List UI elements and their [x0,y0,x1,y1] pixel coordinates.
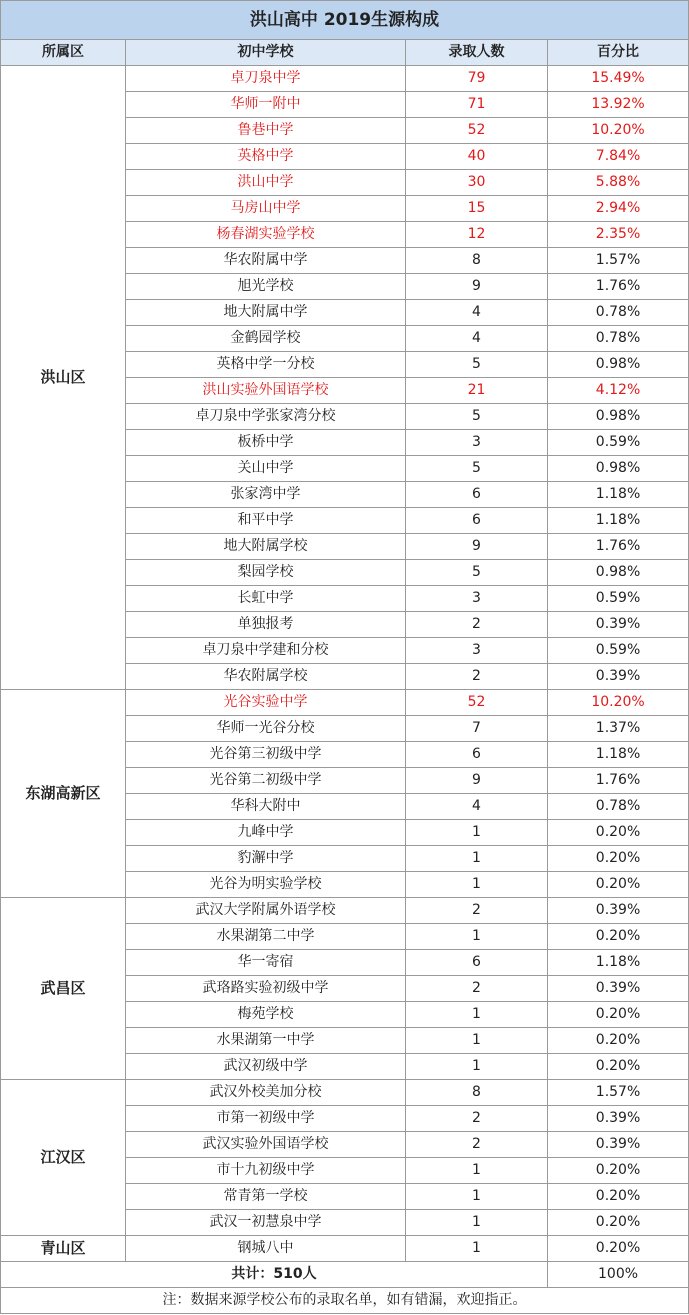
school-cell: 地大附属中学 [126,300,406,326]
count-cell: 12 [406,222,548,248]
count-cell: 5 [406,456,548,482]
percent-cell: 1.37% [548,716,689,742]
percent-cell: 0.20% [548,1002,689,1028]
school-cell: 华师一光谷分校 [126,716,406,742]
table-row [1,690,689,716]
school-cell: 华一寄宿 [126,950,406,976]
count-cell: 2 [406,1132,548,1158]
percent-cell: 0.59% [548,586,689,612]
count-cell: 6 [406,482,548,508]
count-cell: 5 [406,352,548,378]
school-cell: 武汉实验外国语学校 [126,1132,406,1158]
count-cell: 3 [406,586,548,612]
percent-cell: 1.57% [548,248,689,274]
school-cell: 武汉外校美加分校 [126,1080,406,1106]
school-cell: 水果湖第二中学 [126,924,406,950]
table-row [1,898,689,924]
school-cell: 英格中学 [126,144,406,170]
school-cell: 地大附属学校 [126,534,406,560]
school-cell: 钢城八中 [126,1236,406,1262]
percent-cell: 0.20% [548,1236,689,1262]
count-cell: 1 [406,1054,548,1080]
school-cell: 豹澥中学 [126,846,406,872]
school-cell: 和平中学 [126,508,406,534]
percent-cell: 1.76% [548,274,689,300]
school-cell: 武珞路实验初级中学 [126,976,406,1002]
school-cell: 市十九初级中学 [126,1158,406,1184]
count-cell: 52 [406,690,548,716]
percent-cell: 0.59% [548,430,689,456]
count-cell: 2 [406,898,548,924]
percent-cell: 0.59% [548,638,689,664]
count-cell: 9 [406,768,548,794]
school-cell: 九峰中学 [126,820,406,846]
count-cell: 15 [406,196,548,222]
school-cell: 洪山中学 [126,170,406,196]
percent-cell: 7.84% [548,144,689,170]
count-cell: 52 [406,118,548,144]
school-cell: 梅苑学校 [126,1002,406,1028]
count-cell: 1 [406,1184,548,1210]
school-cell: 旭光学校 [126,274,406,300]
percent-cell: 0.20% [548,1210,689,1236]
percent-cell: 13.92% [548,92,689,118]
count-cell: 7 [406,716,548,742]
school-cell: 光谷为明实验学校 [126,872,406,898]
percent-cell: 0.78% [548,326,689,352]
school-cell: 关山中学 [126,456,406,482]
count-cell: 1 [406,924,548,950]
percent-cell: 5.88% [548,170,689,196]
school-cell: 华农附属学校 [126,664,406,690]
school-cell: 光谷第二初级中学 [126,768,406,794]
count-cell: 4 [406,794,548,820]
count-cell: 2 [406,976,548,1002]
count-cell: 8 [406,248,548,274]
count-cell: 6 [406,508,548,534]
district-cell: 洪山区 [1,66,126,690]
school-cell: 水果湖第一中学 [126,1028,406,1054]
school-cell: 金鹤园学校 [126,326,406,352]
percent-cell: 1.76% [548,768,689,794]
table-row [1,1080,689,1106]
count-cell: 79 [406,66,548,92]
count-cell: 1 [406,1210,548,1236]
percent-cell: 0.98% [548,352,689,378]
count-cell: 1 [406,1028,548,1054]
percent-cell: 0.20% [548,1158,689,1184]
count-cell: 5 [406,560,548,586]
percent-cell: 0.39% [548,1132,689,1158]
percent-cell: 0.39% [548,976,689,1002]
header-school: 初中学校 [126,40,406,66]
header-district: 所属区 [1,40,126,66]
count-cell: 1 [406,846,548,872]
percent-cell: 0.20% [548,1054,689,1080]
count-cell: 21 [406,378,548,404]
count-cell: 30 [406,170,548,196]
total-label: 共计：510人 [1,1262,548,1288]
school-cell: 华师一附中 [126,92,406,118]
percent-cell: 0.20% [548,924,689,950]
percent-cell: 1.76% [548,534,689,560]
school-cell: 武汉大学附属外语学校 [126,898,406,924]
percent-cell: 10.20% [548,118,689,144]
table-body [1,66,689,1262]
count-cell: 4 [406,326,548,352]
percent-cell: 0.78% [548,794,689,820]
count-cell: 6 [406,742,548,768]
count-cell: 8 [406,1080,548,1106]
percent-cell: 1.57% [548,1080,689,1106]
school-cell: 华科大附中 [126,794,406,820]
count-cell: 2 [406,612,548,638]
school-cell: 单独报考 [126,612,406,638]
school-cell: 马房山中学 [126,196,406,222]
percent-cell: 0.39% [548,664,689,690]
percent-cell: 2.94% [548,196,689,222]
school-cell: 卓刀泉中学 [126,66,406,92]
count-cell: 5 [406,404,548,430]
count-cell: 2 [406,664,548,690]
header-count: 录取人数 [406,40,548,66]
percent-cell: 0.20% [548,1184,689,1210]
school-cell: 光谷实验中学 [126,690,406,716]
percent-cell: 0.98% [548,560,689,586]
school-cell: 光谷第三初级中学 [126,742,406,768]
total-row [1,1262,689,1288]
school-cell: 张家湾中学 [126,482,406,508]
count-cell: 9 [406,274,548,300]
count-cell: 9 [406,534,548,560]
school-cell: 市第一初级中学 [126,1106,406,1132]
district-cell: 青山区 [1,1236,126,1262]
district-cell: 武昌区 [1,898,126,1080]
table-row [1,66,689,92]
count-cell: 2 [406,1106,548,1132]
count-cell: 3 [406,430,548,456]
percent-cell: 4.12% [548,378,689,404]
percent-cell: 0.78% [548,300,689,326]
table-title: 洪山高中 2019生源构成 [1,1,689,40]
school-cell: 武汉一初慧泉中学 [126,1210,406,1236]
count-cell: 1 [406,820,548,846]
percent-cell: 2.35% [548,222,689,248]
percent-cell: 1.18% [548,482,689,508]
count-cell: 1 [406,1002,548,1028]
percent-cell: 0.20% [548,872,689,898]
count-cell: 1 [406,1236,548,1262]
school-cell: 板桥中学 [126,430,406,456]
count-cell: 1 [406,1158,548,1184]
percent-cell: 0.20% [548,846,689,872]
percent-cell: 0.39% [548,898,689,924]
percent-cell: 0.20% [548,820,689,846]
count-cell: 40 [406,144,548,170]
school-cell: 常青第一学校 [126,1184,406,1210]
percent-cell: 1.18% [548,950,689,976]
school-cell: 卓刀泉中学建和分校 [126,638,406,664]
school-cell: 武汉初级中学 [126,1054,406,1080]
school-cell: 鲁巷中学 [126,118,406,144]
table-row [1,1236,689,1262]
count-cell: 4 [406,300,548,326]
percent-cell: 1.18% [548,508,689,534]
school-cell: 梨园学校 [126,560,406,586]
school-cell: 长虹中学 [126,586,406,612]
percent-cell: 15.49% [548,66,689,92]
school-cell: 卓刀泉中学张家湾分校 [126,404,406,430]
count-cell: 6 [406,950,548,976]
percent-cell: 0.39% [548,1106,689,1132]
percent-cell: 10.20% [548,690,689,716]
school-cell: 华农附属中学 [126,248,406,274]
percent-cell: 0.98% [548,456,689,482]
count-cell: 1 [406,872,548,898]
header-percent: 百分比 [548,40,689,66]
school-cell: 英格中学一分校 [126,352,406,378]
percent-cell: 0.98% [548,404,689,430]
note-row [1,1288,689,1314]
percent-cell: 0.20% [548,1028,689,1054]
total-percent: 100% [548,1262,689,1288]
school-cell: 杨春湖实验学校 [126,222,406,248]
school-cell: 洪山实验外国语学校 [126,378,406,404]
percent-cell: 1.18% [548,742,689,768]
district-cell: 江汉区 [1,1080,126,1236]
header-row [1,40,689,66]
count-cell: 71 [406,92,548,118]
count-cell: 3 [406,638,548,664]
district-cell: 东湖高新区 [1,690,126,898]
source-note: 注：数据来源学校公布的录取名单，如有错漏，欢迎指正。 [1,1288,689,1314]
percent-cell: 0.39% [548,612,689,638]
